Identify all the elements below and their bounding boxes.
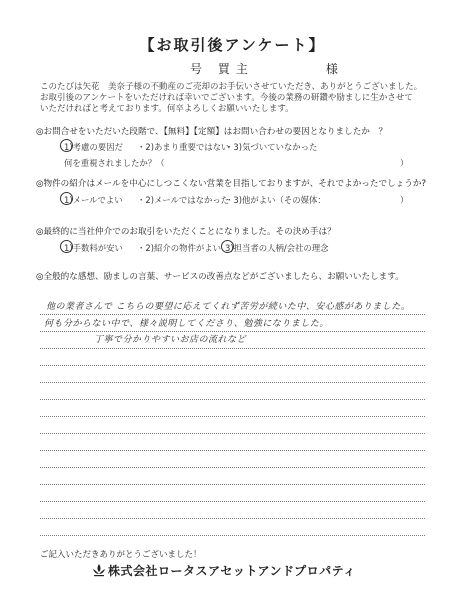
- q1-option-1: 1)考慮の要因だ: [64, 142, 123, 152]
- answer-rule: [40, 433, 425, 434]
- q3-option-3: 3)担当者の人柄/会社の理念: [225, 243, 329, 253]
- intro-text: [40, 82, 422, 115]
- company-name: 株式会社ロータスアセットアンドプロパティ: [108, 564, 356, 578]
- intro-line: いただければと考えております。何卒よろしくお願いいたします。: [40, 104, 294, 114]
- q3-selected-circle-3: [221, 240, 234, 253]
- answer-rule: [40, 450, 425, 451]
- answer-rule: [40, 416, 425, 417]
- q3-selected-circle-1: [60, 240, 73, 253]
- intro-line: お取引後のアンケートをいただければ幸いでございます。今後の業務の研鑽や励ましに生かさせて: [40, 93, 413, 103]
- intro-line: このたびは矢花 美奈子様の不動産のご売却のお手伝いさせていただき、ありがとうございました。: [40, 82, 423, 92]
- question-2: ◎物件の紹介はメールを中心にしつこくない営業を目指しておりますが、それでよかったでしょうか?: [36, 179, 427, 189]
- q1-option-3: ・3)気づいていなかった: [225, 142, 318, 152]
- q1-followup-close: ）: [400, 158, 409, 168]
- answer-rule: [40, 382, 425, 383]
- answer-rule: [40, 535, 425, 536]
- answer-rule: [40, 399, 425, 400]
- q3-option-2: ・2)紹介の物件がよい: [137, 243, 221, 253]
- answer-rule: [40, 484, 425, 485]
- company-logo-icon: [92, 563, 106, 577]
- q2-option-3: ・3)他がよい（その媒体：: [225, 195, 326, 205]
- q1-option-2: ・2)あまり重要ではない: [137, 142, 230, 152]
- question-1: ◎お問合せをいただいた段階で、【無料】【定額】はお問い合わせの要因となりましたか ？: [36, 127, 388, 137]
- answer-rule: [40, 348, 425, 349]
- survey-title: 【お取引後アンケート】: [139, 36, 326, 54]
- q2-option-1: 1)メールでよい: [64, 195, 123, 205]
- handwritten-answer-line-1: 他の業者さんで こちらの要望に応えてくれず苦労が続いた中、安心感がありました。: [46, 302, 411, 312]
- q2-other-close: ）: [400, 195, 409, 205]
- answer-rule: [40, 501, 425, 502]
- answer-rule: [40, 365, 425, 366]
- footer-thanks: ご記入いただきありがとうございました！: [40, 550, 202, 560]
- answer-rule: [40, 467, 425, 468]
- q2-option-2: ・2)メールではなかった: [137, 195, 230, 205]
- q1-selected-circle: [60, 139, 73, 152]
- q1-followup: 何を重視されましたか？（: [64, 158, 165, 168]
- answer-rule: [40, 314, 425, 315]
- q3-option-1: 1)手数料が安い: [64, 243, 123, 253]
- handwritten-answer-line-3: 丁寧で分かりやすいお店の流れなど: [94, 335, 247, 345]
- recipient-line: 号 買主 様: [190, 62, 344, 76]
- handwritten-answer-line-2: 何も分からない中で、様々説明してくださり、勉強になりました。: [44, 319, 329, 329]
- answer-rule: [40, 518, 425, 519]
- answer-rule: [40, 331, 425, 332]
- question-3: ◎最終的に当社仲介でのお取引をいただくことになりました。その決め手は？: [36, 227, 336, 237]
- q2-selected-circle: [60, 192, 73, 205]
- question-4: ◎全般的な感想、励ましの言葉、サービスの改善点などがございましたら、お願いいたします。: [36, 272, 404, 282]
